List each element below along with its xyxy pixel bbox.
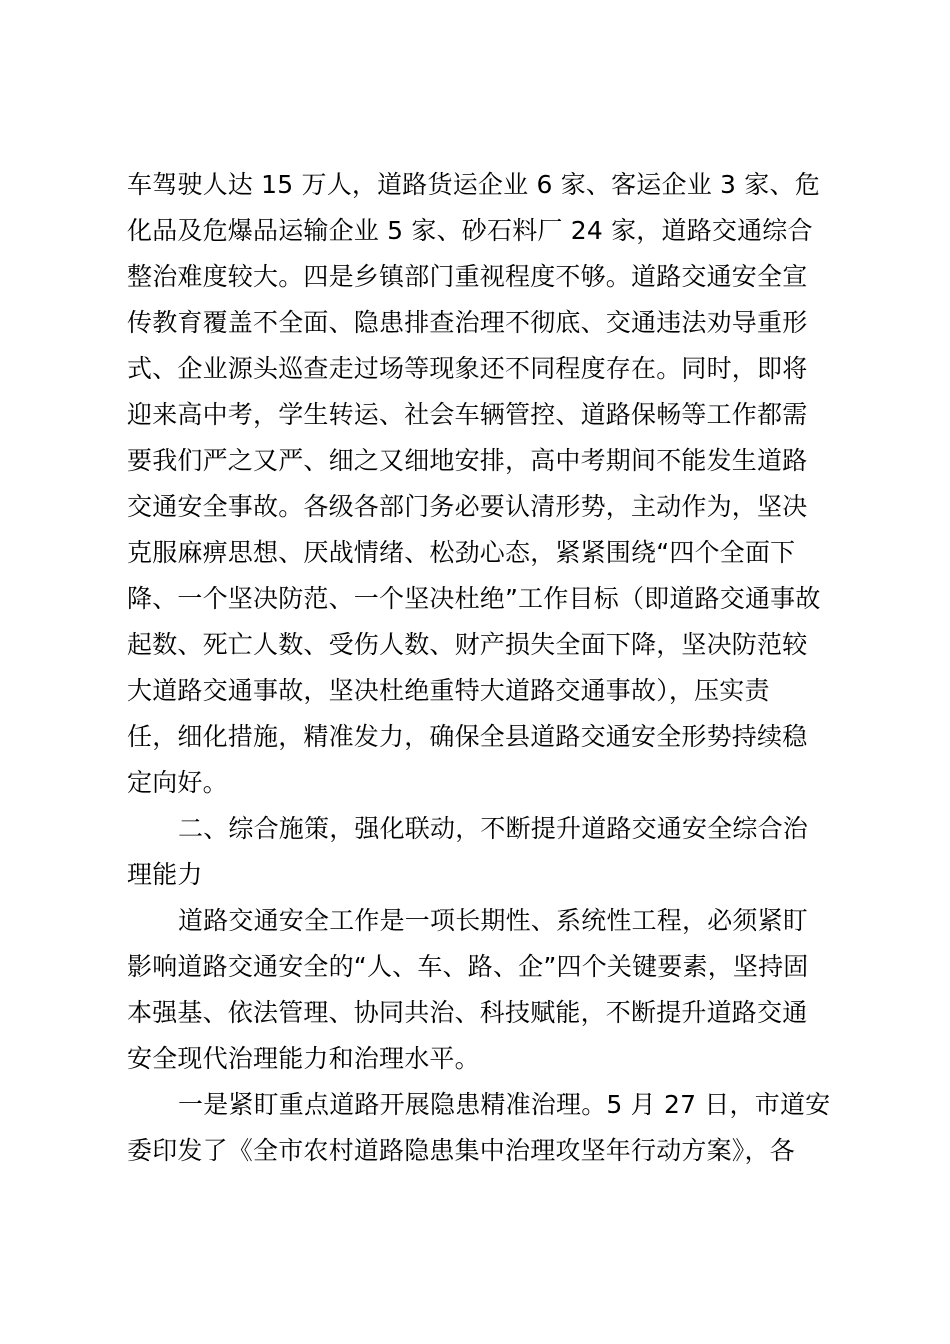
text-line: 安全现代治理能力和治理水平。 [127, 1044, 480, 1073]
text-line: 车驾驶人达 15 万人，道路货运企业 6 家、客运企业 3 家、危 [127, 170, 820, 199]
section-heading-line: 理能力 [127, 860, 203, 889]
text-line: 要我们严之又严、细之又细地安排，高中考期间不能发生道路 [127, 446, 808, 475]
text-line: 迎来高中考，学生转运、社会车辆管控、道路保畅等工作都需 [127, 400, 808, 429]
text-line: 交通安全事故。各级各部门务必要认清形势，主动作为，坚决 [127, 492, 808, 521]
text-line: 式、企业源头巡查走过场等现象还不同程度存在。同时，即将 [127, 354, 808, 383]
text-line: 降、一个坚决防范、一个坚决杜绝”工作目标（即道路交通事故 [127, 584, 821, 613]
text-line: 定向好。 [127, 768, 228, 797]
section-heading-line: 二、综合施策，强化联动，不断提升道路交通安全综合治 [178, 814, 809, 843]
text-line: 影响道路交通安全的“人、车、路、企”四个关键要素，坚持固 [127, 952, 809, 981]
text-line: 起数、死亡人数、受伤人数、财产损失全面下降，坚决防范较 [127, 630, 808, 659]
text-line: 整治难度较大。四是乡镇部门重视程度不够。道路交通安全宣 [127, 262, 808, 291]
text-line: 一是紧盯重点道路开展隐患精准治理。5 月 27 日，市道安 [178, 1090, 831, 1119]
text-line: 本强基、依法管理、协同共治、科技赋能，不断提升道路交通 [127, 998, 808, 1027]
text-line: 克服麻痹思想、厌战情绪、松劲心态，紧紧围绕“四个全面下 [127, 538, 796, 567]
text-line: 任，细化措施，精准发力，确保全县道路交通安全形势持续稳 [127, 722, 808, 751]
text-line: 道路交通安全工作是一项长期性、系统性工程，必须紧盯 [178, 906, 809, 935]
text-line: 传教育覆盖不全面、隐患排查治理不彻底、交通违法劝导重形 [127, 308, 808, 337]
text-line: 委印发了《全市农村道路隐患集中治理攻坚年行动方案》，各 [127, 1136, 795, 1165]
text-line: 化品及危爆品运输企业 5 家、砂石料厂 24 家，道路交通综合 [127, 216, 813, 245]
text-line: 大道路交通事故，坚决杜绝重特大道路交通事故），压实责 [127, 676, 770, 705]
